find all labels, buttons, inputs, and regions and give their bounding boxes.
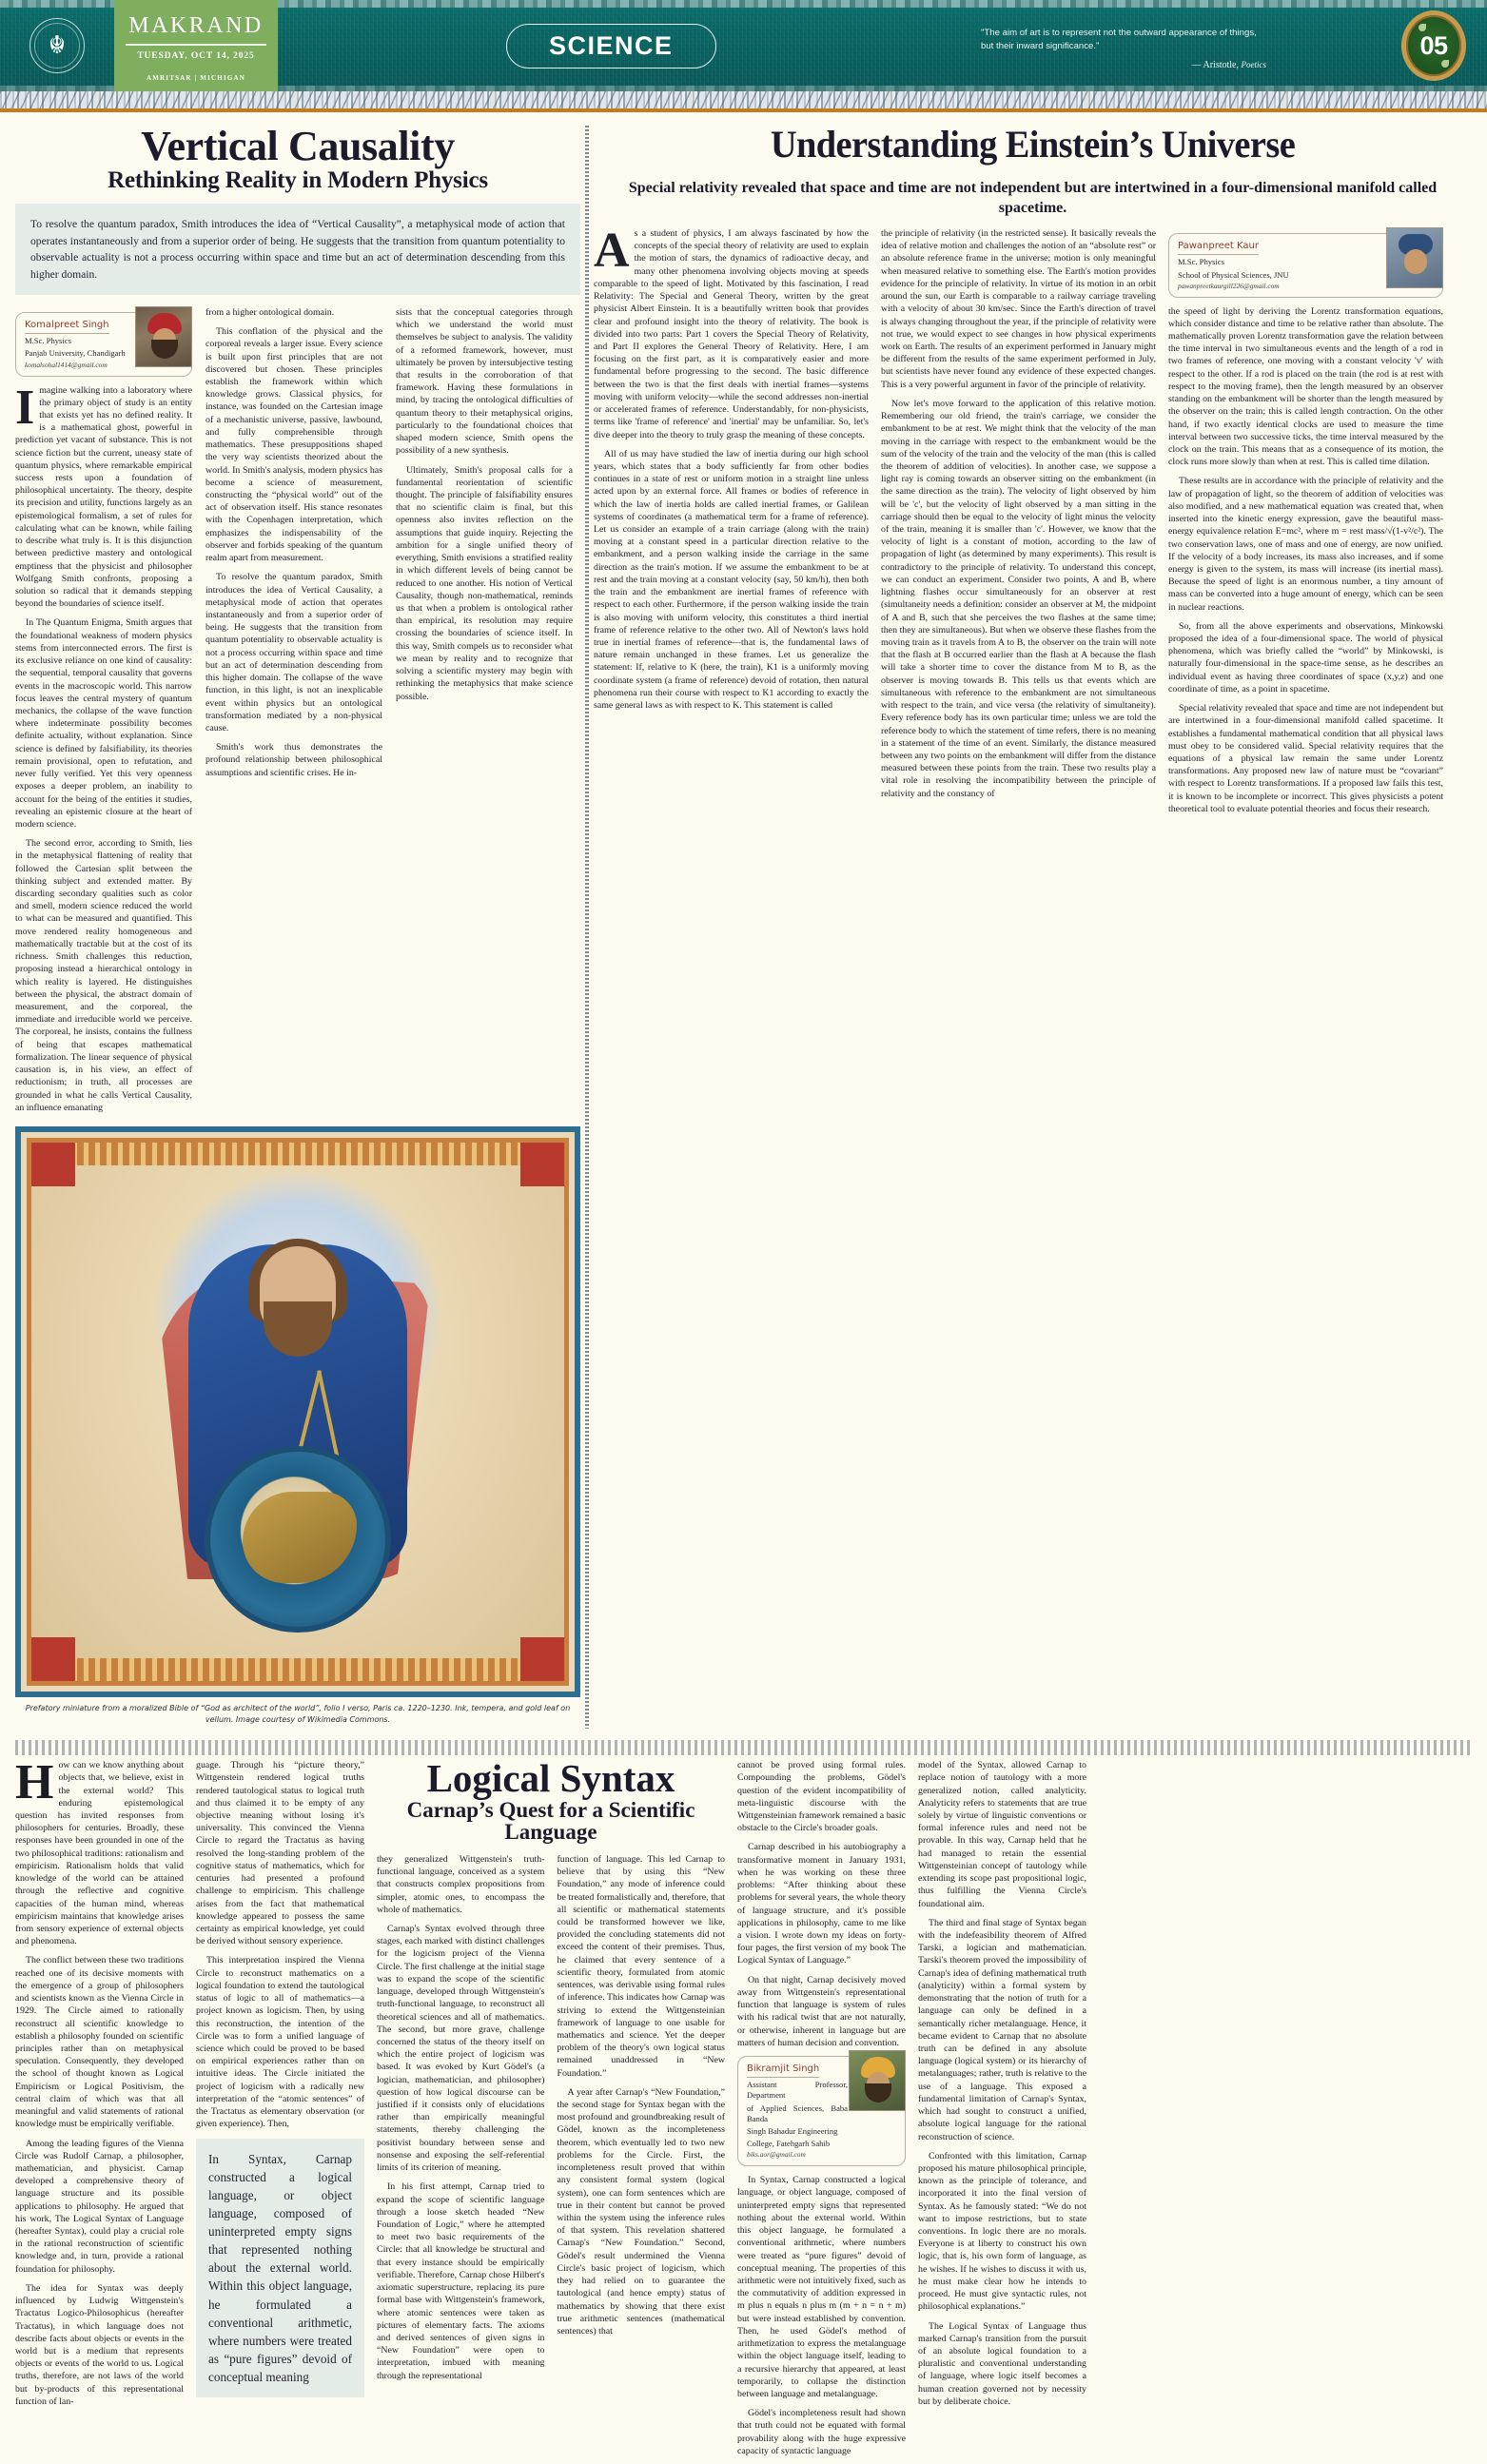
- article3-para: This interpretation inspired the Vienna Circle to reconstruct mathematics on a logical foundation to extend the tautological status of logic to all of mathematics—a project known as logicism. Then, by using this reconstruction, the intention of the Circle was to form a unified language of science which could be proved to be based on empirical experiences rather than on intuitive ideas. The Circle initiated the project of logicism with a radically new interpretation of the “atomic sentences” of the Tractatus as elementary observation (or given experience). Then,: [196, 1955, 364, 2130]
- article1-column-2: [205, 306, 382, 1121]
- author-name: Pawanpreet Kaur: [1178, 240, 1259, 255]
- author-role: Assistant Professor, Department: [747, 2080, 848, 2101]
- section-label: SCIENCE: [506, 24, 716, 68]
- article2-para: Special relativity revealed that space and time are not independent but are intertwined in a four-dimensional manifold called spacetime. It establishes a fundamental mathematical condition that all physical laws must obey to be considered valid. Special relativity requires that the equations of a physical law remain the same under Lorentz transformations. Any proposed new law of nature must be “covariant” with respect to Lorentz transformations. If a proposed law fails this test, it is known to be incomplete or incorrect. This gives physicists a potent theoretical tool to evaluate potential theories and focus their research.: [1168, 703, 1443, 814]
- article1-para: from a higher ontological domain.: [205, 306, 335, 318]
- article1-column-3: [396, 306, 573, 1121]
- article3-column-1: [15, 1755, 184, 2464]
- article2-column-1: [594, 224, 869, 822]
- inner-frame: [27, 1138, 569, 1686]
- article2-columns: [594, 224, 1472, 822]
- article3-para: The conflict between these two traditions reached one of its decisive moments with the emergence of a group of philosophers and scientists known as the Vienna Circle in 1929. The Circle aimed to rationally reconstruct all scientific knowledge to establish a philosophy founded on scientific principles rather than on metaphysical speculation. Consequently, they developed the school of thought known as Logical Empiricism or Logical Positivism, the central claim of which was that all meaningful and valid statements of rational knowledge must be empirically verifiable.: [15, 1955, 184, 2130]
- article3-column-5: [737, 1759, 906, 2464]
- article1-para: Smith's work thus demonstrates the profound relationship between philosophical assumptions and scientific crises. He in-: [205, 742, 382, 778]
- article3-para: A year after Carnap's “New Foundation,” the second stage for Syntax began with the most profound and groundbreaking result of Gödel, known as the incompleteness theorem, which eventually led to two new problems for the Circle. First, the incompleteness result proved that within any consistent formal system (logical system), one can form sentences which are true in their content but cannot be proved within the system using the inference rules of that system. This revelation shattered Carnap's “New Foundation.” Second, Gödel's result undermined the Vienna Circle's basic project of logicism, which they had relied on to guarantee the tautological (and hence empty) status of mathematics by showing that there exist true arithmetic sentences (mathematical sentences) that: [557, 2086, 725, 2337]
- article3-pullquote: In Syntax, Carnap constructed a logical language, or object language, composed of uninterpreted empty signs that represented nothing about the external world. Within this object language, he formulated a conventional arithmetic, where numbers were treated as “pure figures” devoid of conceptual meaning: [196, 2139, 364, 2398]
- author-photo: [849, 2050, 906, 2111]
- article2-para: the principle of relativity (in the restricted sense). It basically reveals the idea of relative motion and challenges the notion of an “absolute rest” or an absolute reference frame in the universe; motion is only meaningful when measured relative to something else. The Earth's motion provides evidence for the principle of relativity. In virtue of its motion in an orbit around the sun, our Earth is comparable to a railway carriage traveling with a velocity of about 30 km/sec. Since the Earth's direction of travel is always changing throughout the year, if the principle of relativity were not true, we would expect to see changes in how physical experiments work on Earth. The results of an experiment performed in January might be different from the results of the same experiment performed in July, but scientists have never found any evidence of these expected changes. This is a very powerful argument in favor of the principle of relativity.: [881, 228, 1156, 390]
- corner-ornament: [520, 1637, 564, 1681]
- article2-para: the speed of light by deriving the Lorentz transformation equations, which consider distance and time to be relative rather than absolute. The mathematically proven Lorentz transformation gave the relation between the time interval in two simultaneous events and the length of a rod in two frames of reference, one moving with a constant velocity 'v' with respect to the other. If a rod is placed on the train (the rod is at rest with respect to the moving frame), then the length measured by an observer standing on the embankment will be shorter than the length measured by the observer on the train; this is called length contraction. On the other hand, if two exactly identical clocks are used to measure the time interval between two successive ticks, the time interval measured by the clock on the train. This means that as a consequence of its motion, the clock runs more slowly than when at rest. This is called time dilation.: [1168, 305, 1443, 468]
- article3-headline: Logical Syntax: [426, 1756, 675, 1801]
- article3-para: Carnap's Syntax evolved through three stages, each marked with distinct challenges for the logicism project of the Vienna Circle. The first challenge at the initial stage was to expand the scope of the scientific language, developed through Wittgenstein's truth-functional language, to reconstruct all theoretical sciences and all of mathematics. The second, but more grave, challenge concerned the status of the theory itself on which the entire project of logicism was based. It was evoked by Kurt Gödel's (a logician, mathematician, and philosopher) question of how logical discourse can be justified if it consists only of elucidations rather than empirically meaningful statements, thereby challenging the positivist boundary between sense and nonsense and exposing the self-referential limits of its criterion of meaning.: [377, 1923, 545, 2174]
- article1-para: The second error, according to Smith, lies in the metaphysical flattening of reality that followed the Cartesian split between the thinking subject and extended matter. By discarding secondary qualities such as color and smell, modern science reduced the world to what can be measured and quantified. This move rendered reality homogeneous and mathematically tractable but at the cost of its richness. Smith challenges this reduction, proposing instead a hierarchical ontology in which reality is layered. He distinguishes between the physical, the abstract domain of measurement, and the corporeal, the immediate and irreducible world we perceive. The corporeal, he insists, contains the fullness of being that escapes mathematical formalization. The linear sequence of physical causation is, in his view, an effect of reductionism; in truth, all processes are grounded in what he calls Vertical Causality, an influence emanating: [15, 838, 192, 1113]
- article3-para: Carnap described in his autobiography a transformative moment in January 1931, when he was working on these three problems: “After thinking about these problems for several years, the whole theory of language structure, and it's possible applications in philosophy, came to me like a vision. I wrote down my ideas on forty-four pages, the first version of my book The Logical Syntax of Language.”: [737, 1842, 906, 1966]
- article3-para: they generalized Wittgenstein's truth-functional language, conceived as a system that constructs complex propositions from simpler, atomic ones, to encompass the whole of mathematics.: [377, 1853, 545, 1915]
- author-affiliation: Panjab University, Chandigarh: [25, 348, 126, 359]
- article1-byline: [15, 312, 192, 377]
- quote-work: Poetics: [1241, 59, 1266, 69]
- article2-para: Now let's move forward to the application of this relative motion. Remembering our old friend, the train's carriage, we consider the embankment to be at rest. We might think that the velocity of the man moving in the carriage with respect to the embankment would be the sum of the velocity of the train and the velocity of the man (this is called the theorem of addition of velocities). In another case, we suppose a light ray is coming towards an observer sitting on the embankment (in the same direction as the train). The velocity of light observed by him will be 'c', but the velocity of light observed by a man sitting in the carriage should then be equal to the velocity of light minus the velocity of the train, meaning it is smaller than 'c'. However, we know that the velocity of light is a constant of motion, according to the law of propagation of light (as determined by many experiments). This result is contradictory to the principle of relativity. To understand this concept, we can conduct an experiment. Consider two points, A and B, where lightning flashes occur simultaneously for an observer at rest (simultaneity needs a definition: consider an observer at M, the midpoint of A and B, such that she perceives the two flashes at the same time; then they are simultaneous). But when we observe these flashes from the moving train as it travels from A to B, the observer on the train will note that the flash at B occurred earlier than the flash at A because the flash will take a shorter time to cover the distance from M to B, as the observer is moving towards B. This tells us that events which are simultaneous with reference to the embankment are not simultaneous with respect to the train, and vice versa (the relativity of simultaneity). Every reference body has its own particular time; unless we are told the reference body to which the statement of time refers, there is no meaning in a statement of the time of an event. Similarly, the distance measured between any two points on the embankment will differ from the distance measured between these points from the train. These two results play a vital role in resolving the incompatibility between the principle of relativity and the constancy of: [881, 398, 1156, 799]
- beard-shape: [865, 2083, 891, 2102]
- author-email[interactable]: pawanpreetkaurgill226@gmail.com: [1178, 281, 1280, 290]
- quote-text: "The aim of art is to represent not the outward appearance of things, but their inward significance.": [981, 28, 1257, 51]
- article2-byline: [1168, 233, 1443, 298]
- article3-para: cannot be proved using formal rules. Compounding the problems, Gödel's question of the evident incompatibility of meta-linguistic discourse with the Wittgensteinian framework remained a basic obstacle to the Circle's broader goals.: [737, 1760, 906, 1834]
- face-shape: [1404, 249, 1427, 274]
- section-divider: [15, 1740, 1472, 1755]
- corner-ornament: [520, 1143, 564, 1186]
- illuminated-manuscript-illustration: [15, 1126, 580, 1697]
- corner-ornament: [31, 1143, 75, 1186]
- author-photo: [135, 306, 192, 367]
- article1-para: This conflation of the physical and the corporeal reveals a larger issue. Every science is built upon first principles that are not discovered but chosen. These principles establish the framework within which knowledge grows. Classical physics, for instance, was founded on the Cartesian image of a mechanistic universe, passive, lawbound, and fully comprehensible through mathematics. These presuppositions shaped the very way scientists theorized about the world. In Smith's analysis, modern physics has become a science of measurement, constructing the “physical world” out of the act of observation itself. His stance resonates with the Copenhagen interpretation, which emphasizes the indispensability of the observer and forbids speaking of the quantum realm apart from measurement.: [205, 326, 382, 564]
- article3-para: The Logical Syntax of Language thus marked Carnap's transition from the pursuit of an absolute logical foundation to a pluralistic and conventional understanding of language, where logic itself becomes a human creation governed not by necessity but by deliberate choice.: [918, 2320, 1086, 2407]
- article3-para: The third and final stage of Syntax began with the indefeasibility theorem of Alfred Tarski, a logician and mathematician. Tarski's theorem proved the impossibility of Carnap's idea of defining mathematical truth (analyticity) within a formal system by demonstrating that the notion of truth for a language can only be defined in a semantically richer metalanguage. Hence, it became evident to Carnap that no absolute truth can be defined in any absolute language (logical system) or its hierarchy of metalanguages; rather, truth is relative to the use of a language. This exposed a fundamental limitation of Carnap's Syntax, which had sought to construct a unified, absolute logical language for the rational reconstruction of science.: [918, 1917, 1086, 2142]
- article2-deck: Special relativity revealed that space and time are not independent but are intertwined in a four-dimensional manifold called spacetime.: [628, 179, 1438, 216]
- author-affiliation: School of Physical Sciences, JNU: [1178, 269, 1289, 280]
- article3-column-2: [196, 1759, 364, 2464]
- badge-medallion: [1401, 10, 1466, 81]
- article3-column-4: [558, 1853, 726, 2389]
- article3-para: In his first attempt, Carnap tried to expand the scope of scientific language through a loose sketch headed “New Foundation of Logic,” where he attempted to meet two basic requirements of the Circle: that all knowledge be structural and that every instance should be empirically verifiable. Therefore, Carnap chose Hilbert's axiomatic superstructure, replacing its pure formal base with Wittgenstein's framework, where atomic sentences were taken as pictures of elementary facts. The axioms and derived sentences of given signs in “New Foundation” were open to interpretation, imbued with meaning through the representational: [377, 2181, 545, 2381]
- masthead-quote: [981, 27, 1266, 72]
- article3-center-block: [377, 1756, 725, 2464]
- article3-para: Gödel's incompleteness result had shown that truth could not be equated with formal provability along with the huge expressive capacity of syntactic language: [737, 2408, 906, 2456]
- article1-para: Ultimately, Smith's proposal calls for a fundamental reorientation of scientific thought. The principle of falsifiability ensures that no scientific claim is final, but this openness also invites reflection on the assumptions that guide inquiry. Rejecting the ambition for a single unified theory of everything, Smith envisions a stratified reality in which different levels of being cannot be reduced to one another. His notion of Vertical Causality, though non-mathematical, reminds us that when a problem is ontological rather than empirical, its resolution may require crossing the boundaries of science itself. In this way, Smith compels us to reconsider what we mean by reality and to recognize that solving a scientific mystery may begin with rethinking the metaphysics that make science possible.: [396, 464, 573, 702]
- publication-seal: [0, 0, 114, 91]
- author-degree: M.Sc. Physics: [1178, 257, 1224, 267]
- publication-title: MAKRAND: [128, 13, 264, 38]
- nameplate-divider: [126, 44, 266, 46]
- article2-para: So, from all the above experiments and observations, Minkowski proposed the idea of a four-dimensional space. The world of physical phenomena, which was briefly called the “world” by Minkowski, is naturally four-dimensional in the space-time sense, as he describes an individual event as having three coordinates of space (x,y,z) and one coordinate of time, as a point in spacetime.: [1168, 620, 1443, 694]
- author-email[interactable]: biks.aor@gmail.com: [747, 2150, 806, 2160]
- author-college: College, Fatehgarh Sahib: [747, 2139, 831, 2149]
- seal-ring: [29, 18, 85, 73]
- masthead-center: [278, 0, 1380, 91]
- article3-column-6: [918, 1759, 1086, 2464]
- masthead: [0, 0, 1487, 91]
- article3-para: Confronted with this limitation, Carnap proposed his mature philosophical principle, known as the principle of tolerance, and incorporated it into the final version of Syntax. As he famously stated: “We do not want to impose restrictions, but to state conventions. In logic there are no morals. Everyone is at liberty to construct his own logic, that is, his own form of language, as he wishes. If he wishes to discuss it with us, he must make clear how he intends to proceed. He must give syntactic rules, not philosophical explanations.”: [918, 2150, 1086, 2313]
- page-body: [0, 112, 1487, 2464]
- article3-subhead: Carnap’s Quest for a Scientific Language: [406, 1797, 695, 1845]
- beard-shape: [151, 340, 178, 359]
- article1-para: sists that the conceptual categories through which we understand the world must themselves be subject to analysis. The validity of a reformed framework, however, must ultimately be proven by intersubjective testing that results in the corroboration of that framework. Having these formulations in mind, by tracing the ontological difficulties of quantum theory to their metaphysical origins, particularly to the foundational choices that shaped modern science, Smith opens the possibility of a new synthesis.: [396, 306, 573, 457]
- article1-figure: [15, 1126, 580, 1725]
- article3-para: How can we know anything about objects that, we believe, exist in the external world? This enduring epistemological question has invited responses from philosophers for centuries. Broadly, these responses have been grounded in one of the two philosophical traditions: rationalism and empiricism. Rationalism holds that valid knowledge of the world can be attained through the reflective and cognitive capacities of the human mind, whereas empiricism maintains that knowledge arises from sensory experience of external objects and phenomena.: [15, 1755, 184, 1947]
- article2-column-2: [881, 227, 1156, 822]
- article1-standfirst: To resolve the quantum paradox, Smith introduces the idea of “Vertical Causality”, a metaphysical mode of action that operates instantaneously and from a superior order of being. He suggests that the transition from quantum potentiality to observable actuality is not a process occurring within space and time but an act of determination descending from this higher domain.: [15, 204, 580, 295]
- article3-inner-columns: [377, 1853, 725, 2389]
- page-number: 05: [1419, 30, 1448, 60]
- article3-para: Among the leading figures of the Vienna Circle was Rudolf Carnap, a philosopher, mathematician, and physicist. Carnap developed a comprehensive theory of language structure and its possible applications to philosophy. He argued that his work, The Logical Syntax of Language (hereafter Syntax), could play a crucial role in the rational reconstruction of scientific knowledge and, in turn, provide a rational foundation for philosophy.: [15, 2138, 184, 2275]
- article3-column-3: [377, 1853, 545, 2389]
- article3-byline: [737, 2056, 906, 2166]
- publication-editions: AMRITSAR | MICHIGAN: [146, 74, 246, 82]
- author-dept: of Applied Sciences, Baba Banda: [747, 2102, 848, 2123]
- figure-caption: Prefatory miniature from a moralized Bible of “God as architect of the world”, folio I verso, Paris ca. 1220–1230. Ink, tempera, and gold leaf on vellum. Image courtesy of Wikimedia Commons.: [25, 1703, 571, 1724]
- article1-columns: [15, 306, 580, 1121]
- author-institute: Singh Bahadur Engineering: [747, 2126, 838, 2136]
- article-logical-syntax: [15, 1755, 1472, 2464]
- article2-para: These results are in accordance with the principle of relativity and the law of propagation of light, so the theorem of addition of velocities was also modified, and a new mathematical equation was created that, when inserted into the kinetic energy expression, gave the beautiful mass-energy equivalence relation E=mc², where m = rest mass/√(1-v²/c²). The two conservation laws, one of mass and one of energy, are now unified. If the velocity of a body increases, its mass also increases, and if some energy is given to the system, its mass will increase (its inertial mass). Because the speed of light is an enormous number, a tiny amount of mass can be converted into a huge amount of energy, which can be seen in nuclear reactions.: [1168, 476, 1443, 613]
- article3-para: guage. Through his “picture theory,” Wittgenstein rendered logical truths rendered tautological status to logical truth and thus claimed it to be empty of any objective meaning without losing it's universality. This convinced the Vienna Circle to regard the Tractatus as having resolved the long-standing problem of the cognitive status of mathematics, which for centuries had presented a profound challenge to empiricism. This challenge arises from the fact that mathematical knowledge appeared to possess the same certainty as empirical knowledge, yet could be derived without sensory experience.: [196, 1760, 364, 1947]
- article1-subhead: Rethinking Reality in Modern Physics: [108, 166, 488, 193]
- quote-attribution: [981, 59, 1266, 73]
- article-einsteins-universe: [594, 123, 1472, 1729]
- article3-para: In Syntax, Carnap constructed a logical language, or object language, composed of uninterpreted empty signs that represented nothing about the external world. Within this object language, he formulated a conventional arithmetic, where numbers were treated as “pure figures” devoid of conceptual meaning. The properties of this arithmetic were not intuitively fixed, such as the commutativity of addition expressed in m plus n equals n plus m (m + n = n + m) but were instead established by convention. Then, he used Gödel's method of arithmetization to express the metalanguage within the object language itself, leading to a recursive hierarchy that appeared, at least temporarily, to collapse the distinction between language and metalanguage.: [737, 2175, 906, 2399]
- article1-para: In The Quantum Enigma, Smith argues that the foundational weakness of modern physics stems from interconnected errors. The first is its exclusive reliance on one kind of causality: the sequential, temporal causality that governs events in the macroscopic world. This narrow focus leaves the central mystery of quantum mechanics, the collapse of the wave function where indeterminate possibility becomes definite actuality, without explanation. Since science is defined by falsifiability, its theories remain provisional, open to refutation, and never fully verified. Yet this very openness exposes a deeper problem, an inability to account for the being of the entities it studies, revealing an epistemic closure at the heart of modern science.: [15, 617, 192, 830]
- article3-para: model of the Syntax, allowed Carnap to replace notion of tautology with a more generalized notion, called analyticity. Analyticity refers to statements that are true solely by virtue of linguistic conventions or formal inference rules and need not be provable. In this way, Carnap held that he had managed to retain the essential Wittgensteinian concept of tautology while extending its scope past propositional logic, thus fulfilling the Vienna Circle's foundational aim.: [918, 1760, 1086, 1909]
- author-photo: [1386, 227, 1443, 288]
- publication-date: TUESDAY, OCT 14, 2025: [137, 51, 255, 61]
- article3-para: The idea for Syntax was deeply influenced by Ludwig Wittgenstein's Tractatus Logico-Philosophicus (hereafter Tractatus), in which language does not describe facts about objects or events in the world but is a medium that represents objects or events of the world to us. Logical truths, therefore, are not laws of the world but by-products of this representational function of lan-: [15, 2282, 184, 2407]
- column-divider: [580, 126, 594, 1729]
- publication-nameplate: [114, 0, 278, 91]
- author-name: Komalpreet Singh: [25, 319, 109, 334]
- article1-para: Imagine walking into a laboratory where the primary object of study is an entity that exists yet has no defined reality. It is a mathematical ghost, powerful in prediction yet vacant of substance. This is not science fiction but the current, uneasy state of quantum physics, where remarkable empirical success rests upon a foundation of philosophical uncertainty. The theory, despite its precision and utility, functions largely as an epistemological formalism, a set of rules for calculating what can be known, while failing to describe what truly is. It is this disjunction between predictive mastery and ontological emptiness that the physicist and philosopher Wolfgang Smith confronts, proposing a solution so radical that it demands stepping beyond the boundaries of science itself.: [15, 380, 192, 610]
- article2-column-3: [1168, 227, 1443, 822]
- decorative-border-strip: [0, 91, 1487, 112]
- khanda-icon: ☬: [48, 31, 67, 60]
- article3-para: On that night, Carnap decisively moved away from Wittgenstein's representational function that language is system of rules with his radical twist that are not naturally, or otherwise, inherent in language but are matters of human decision and convention.: [737, 1974, 906, 2048]
- author-name: Bikramjit Singh: [747, 2063, 819, 2078]
- article3-para: function of language. This led Carnap to believe that by using this “New Foundation,” any mode of inference could be treated formalistically and, therefore, that all scientific or mathematical statements could be transformed however we like, provided the concluding statements did not exceed the content of their premises. Thus, he claimed that every sentence of a scientific theory, formulated from atomic sentences, was derivable using formal rules of inference. This indicates how Carnap was striving to extend the Wittgensteinian framework of language to one usable for mathematics and science. Yet the deeper problem of the theory's own logical status remained unaddressed in “New Foundation.”: [557, 1853, 725, 2079]
- article1-headline: Vertical Causality: [141, 123, 455, 169]
- page-number-badge: [1380, 0, 1487, 91]
- article2-para: As a student of physics, I am always fascinated by how the concepts of the special theory of relativity are used to explain the motion of stars, the dynamics of radioactive decay, and many other phenomena involving objects moving at speeds comparable to the speed of light. Motivated by this fascination, I read Relativity: The Special and General Theory, written by the great physicist Albert Einstein. It is a beautifully written book that provides clear and profound insight into the theory of relativity. The book is divided into two parts: Part 1 covers the Special Theory of Relativity, and Part II explores the General Theory of Relativity. Here, I am focusing on the first part, as it is comparatively easier and more fundamental before progressing to the second. The basic difference between the two is that the first deals with inertial frames—systems moving with uniform velocity—while the second addresses non-inertial or accelerated frames of reference. Understandably, for non-physicists, terms like 'frame of reference' and 'inertial' may be unfamiliar. So, let's dive deeper into the theory to truly grasp the meaning of these concepts.: [594, 224, 869, 440]
- article2-headline: Understanding Einstein’s Universe: [770, 123, 1296, 166]
- article1-column-1: [15, 306, 192, 1121]
- article1-para: To resolve the quantum paradox, Smith introduces the idea of Vertical Causality, a metaphysical mode of action that operates instantaneously and from a superior order of being. He suggests that the transition from quantum potentiality to observable actuality is not a process occurring within space and time but an act of determination descending from this higher domain. The collapse of the wave function, in this light, is not an inexplicable event within physics but an ontological transformation mediated by a non-physical cause.: [205, 572, 382, 733]
- author-degree: M.Sc. Physics: [25, 336, 71, 346]
- article-vertical-causality: [15, 123, 580, 1729]
- top-section: [15, 112, 1472, 1729]
- article2-para: All of us may have studied the law of inertia during our high school years, which states that a body sufficiently far from other bodies continues in a state of rest or uniform motion in a straight line unless acted upon by an external force. All frames or bodies of reference in which the law of inertia holds are called inertial frames, or Galilean systems of coordinates (a mathematical term for a frame of reference). Let us consider an example of a train carriage (along with the train) moving at a constant speed in a particular direction relative to the embankment, and a person walking inside the carriage in the same direction as the train's motion. If we assume the embankment to be at rest and the train moving at a constant velocity (say, 50 km/h), then both the train and the embankment are inertial frames of reference with respect to each other. Furthermore, if the person walking inside the train is also moving with uniform velocity, this constitutes a third inertial frame of reference relative to the other two. All of Newton's laws hold true in inertial frames of reference—that is, the fundamental laws of nature remain unchanged in these frames. Let us generalize the statement: If, relative to K (here, the train), K1 is a uniformly moving coordinate system (a frame of reference) devoid of rotation, then natural phenomena run their course with respect to K1 according to exactly the same general laws as with respect to K. This statement is called: [594, 448, 869, 712]
- corner-ornament: [31, 1637, 75, 1681]
- author-email[interactable]: komalsohal1414@gmail.com: [25, 360, 108, 369]
- quote-author: — Aristotle,: [1191, 59, 1239, 70]
